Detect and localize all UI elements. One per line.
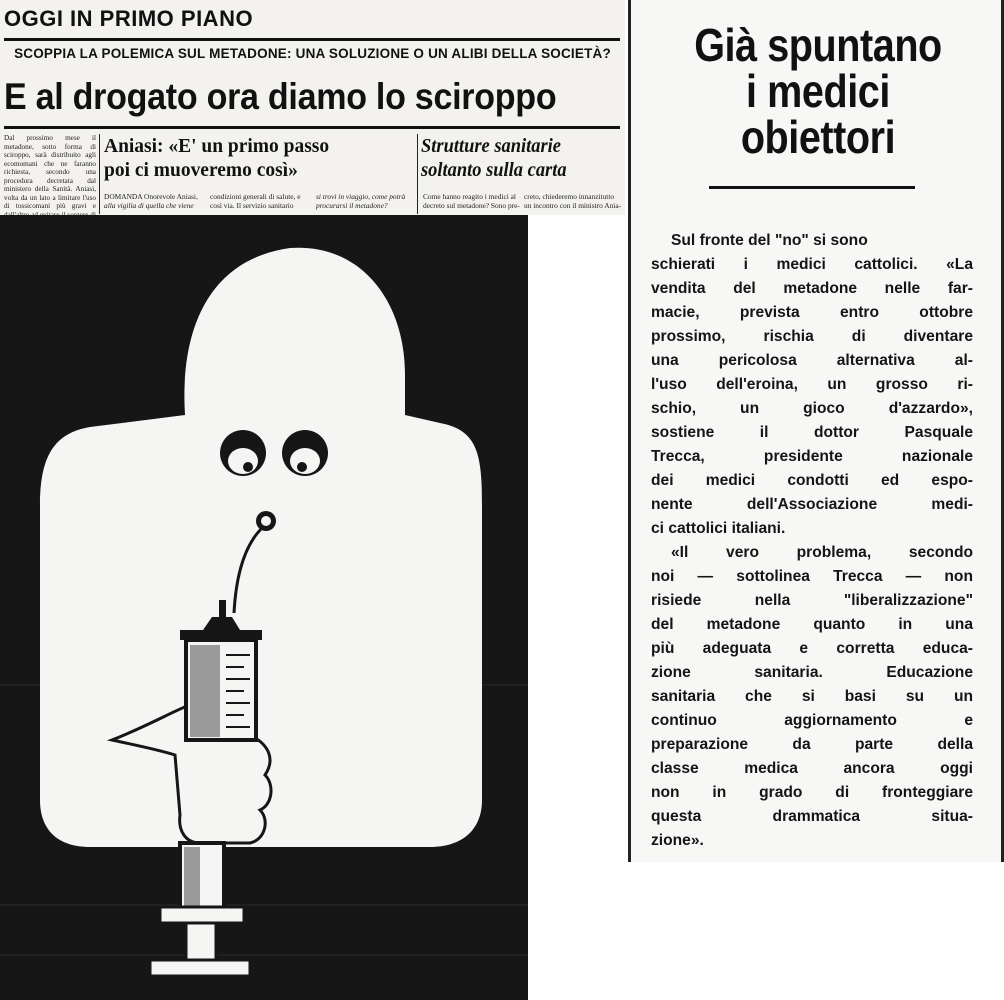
column-tease: [104, 193, 204, 210]
column-tease: [210, 193, 310, 210]
right-article-title: [668, 19, 969, 163]
cartoon-figure-icon: [0, 215, 528, 1000]
body-paragraph-1: [651, 229, 973, 541]
left-article-clipping: [0, 0, 625, 215]
subheadline-line: poi ci muoveremo così»: [104, 159, 298, 181]
body-paragraph-2: [651, 541, 973, 853]
text-line: zione sanitaria. Educazione: [651, 664, 973, 681]
text-line: schierati i medici cattolici. «La: [651, 256, 973, 273]
tease-line: procurarsi il metadone?: [316, 200, 388, 210]
text-line: zione».: [651, 832, 704, 849]
text-line: vendita del metadone nelle far-: [651, 280, 973, 297]
tease-line: così via. Il servizio sanitario: [210, 200, 294, 210]
text-line: sostiene il dottor Pasquale: [651, 424, 973, 441]
subheadline-strutture: [421, 134, 606, 182]
text-line: schio, un gioco d'azzardo»,: [651, 400, 973, 417]
headline-rule: [4, 126, 620, 129]
tease-line: creto, chiederemo innanzitutto: [524, 192, 615, 201]
text-line: non in grado di fronteggiare: [651, 784, 973, 801]
subheadline-aniasi: [104, 134, 400, 182]
text-line: più adeguata e corretta educa-: [651, 640, 973, 657]
kicker: SCOPPIA LA POLEMICA SUL METADONE: UNA SOLUZIONE O UN ALIBI DELLA SOCIETÀ?: [14, 46, 611, 61]
section-header: OGGI IN PRIMO PIANO: [4, 0, 620, 41]
tease-line: un incontro con il ministro Ania-: [524, 200, 622, 210]
main-headline: E al drogato ora diamo lo sciroppo: [4, 76, 557, 117]
text-line: nente dell'Associazione medi-: [651, 496, 973, 513]
tease-line: Come hanno reagito i medici al: [423, 192, 516, 201]
text-line: risiede nella "liberalizzazione": [651, 592, 973, 609]
text-line: noi — sottolinea Trecca — non: [651, 568, 973, 585]
syringe-illustration: [0, 215, 528, 1000]
text-line: del metadone quanto in una: [651, 616, 973, 633]
text-line: Sul fronte del "no" si sono: [671, 232, 868, 249]
subheadline-line: Aniasi: «E' un primo passo: [104, 135, 330, 157]
title-line: i medici: [746, 65, 890, 117]
subheadline-line: soltanto sulla carta: [421, 159, 567, 181]
text-line: macie, prevista entro ottobre: [651, 304, 973, 321]
title-line: Già spuntano: [694, 19, 942, 71]
text-line: «Il vero problema, secondo: [671, 544, 973, 561]
tease-line: condizioni generali di salute, e: [210, 192, 301, 201]
title-line: obiettori: [740, 111, 896, 163]
text-line: sanitaria che si basi su un: [651, 688, 973, 705]
text-line: prossimo, rischia di diventare: [651, 328, 973, 345]
text-line: Trecca, presidente nazionale: [651, 448, 973, 465]
right-article-clipping: [628, 0, 1004, 862]
text-line: questa drammatica situa-: [651, 808, 973, 825]
text-line: una pericolosa alternativa al-: [651, 352, 973, 369]
column-tease: [316, 193, 414, 210]
tease-line: si trovi in viaggio, come potrà: [316, 192, 406, 201]
text-line: classe medica ancora oggi: [651, 760, 973, 777]
text-line: continuo aggiornamento e: [651, 712, 973, 729]
text-line: dei medici condotti ed espo-: [651, 472, 973, 489]
column-divider: [99, 134, 100, 214]
text-line: preparazione da parte della: [651, 736, 973, 753]
column-text: Dal prossimo mese il metadone, sotto forma di sciroppo, sarà distribuito agli ecomomani che ne faranno richiesta, secondo una procedura decretata dal ministero della Sanità. Aniasi, volta da un lato a limitare l'uso di tossicomani più gravi e: [4, 134, 96, 210]
tease-line: alla vigilia di quella che viene: [104, 200, 194, 210]
text-line: ci cattolici italiani.: [651, 520, 786, 537]
tease-line: decreto sul metadone? Sono pre-: [423, 200, 520, 210]
column-divider: [417, 134, 418, 214]
subheadline-line: Strutture sanitarie: [421, 135, 561, 157]
column-tease: [524, 193, 622, 210]
title-underline: [709, 186, 915, 189]
text-line: l'uso dell'eroina, un grosso ri-: [651, 376, 973, 393]
column-tease: [423, 193, 519, 210]
tease-line: DOMANDA Onorevole Aniasi,: [104, 192, 198, 201]
